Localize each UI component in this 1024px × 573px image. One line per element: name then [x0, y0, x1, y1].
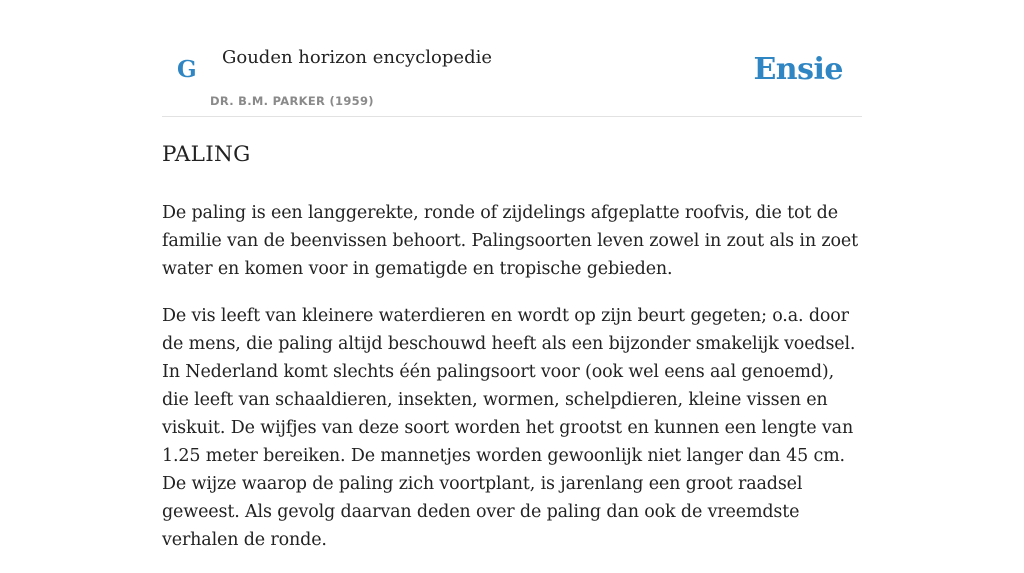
ensie-brand-logo[interactable]: Ensie	[753, 52, 843, 87]
source-header	[162, 0, 862, 117]
source-title-link[interactable]: Gouden horizon encyclopedie	[222, 47, 492, 68]
entry-paragraph-2: De vis leeft van kleinere waterdieren en wordt op zijn beurt gegeten; o.a. door de mens, die paling altijd beschouwd heeft als een bijzonder smakelijk voedsel. In Nederland komt slechts één palingsoort voor (ook wel eens aal genoemd), die leeft van schaaldieren, insekten, wormen, schelpdieren, kleine vissen en viskuit. De wijfjes van deze soort worden het grootst en kunnen een lengte van 1.25 meter bereiken. De mannetjes worden gewoonlijk niet langer dan 45 cm. De wijze waarop de paling zich voortplant, is jarenlang een groot raadsel geweest. Als gevolg daarvan deden over de paling dan ook de vreemdste verhalen de ronde.	[162, 306, 856, 550]
entry-title: PALING	[162, 142, 251, 167]
source-author-link[interactable]: DR. B.M. PARKER (1959)	[210, 94, 374, 108]
entry-paragraph-1: De paling is een langgerekte, ronde of zijdelings afgeplatte roofvis, die tot de familie van de beenvissen behoort. Palingsoorten leven zowel in zout als in zoet water en komen voor in gematigde en tropische gebieden.	[162, 203, 858, 279]
entry-content	[162, 138, 862, 573]
source-logo[interactable]: G	[177, 56, 197, 83]
